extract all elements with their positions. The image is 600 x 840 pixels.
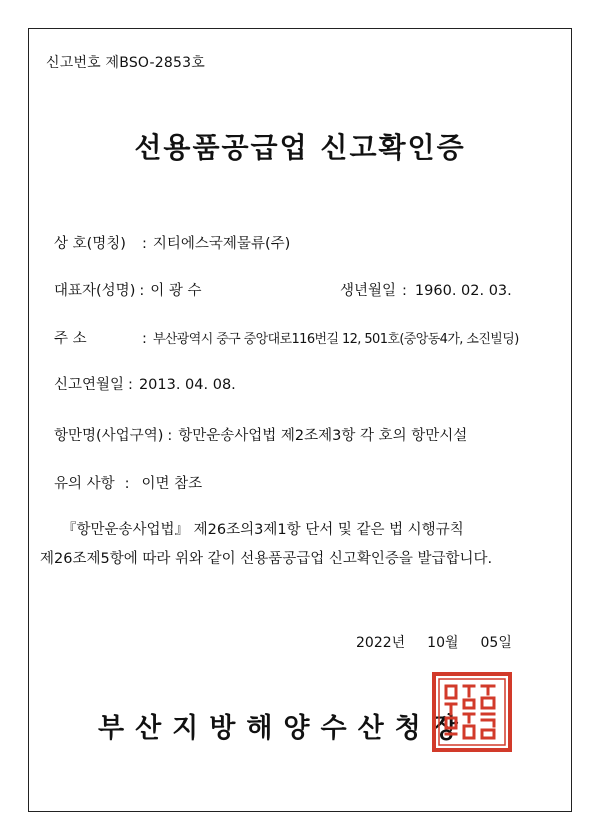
report-date-value: 2013. 04. 08. [138,377,236,393]
address-value: 부산광역시 중구 중앙대로116번길 12, 501호(중앙동4가, 소진빌딩) [152,332,519,347]
colon: : [142,331,147,347]
notes-label: 유의 사항 [54,476,115,492]
birth-date-field [340,279,512,300]
port-field [54,424,467,445]
representative-value: 이 광 수 [150,283,202,299]
port-value: 항만운송사업법 제2조제3항 각 호의 항만시설 [178,428,468,444]
issue-year: 2022년 [356,635,406,651]
birth-date-label: 생년월일 [340,283,397,299]
port-label: 항만명(사업구역) [54,428,164,444]
colon: : [402,283,407,299]
representative-label: 대표자(성명) [54,283,136,299]
document-title: 선용품공급업 신고확인증 [134,131,466,164]
notes-value: 이면 참조 [141,476,203,492]
representative-field [54,279,202,300]
colon: : [128,377,133,393]
report-date-label: 신고연월일 [54,377,125,393]
legal-line-1: 『항만운송사업법』 제26조의3제1항 단서 및 같은 법 시행규칙 [62,522,464,538]
notes-field [54,472,202,493]
issue-month: 10월 [427,635,459,651]
birth-date-value: 1960. 02. 03. [414,283,512,299]
address-label: 주 소 [54,331,87,347]
company-field [54,232,290,253]
colon: : [142,236,147,252]
colon: : [124,476,130,492]
company-value: 지티에스국제물류(주) [152,236,291,252]
issuer-name: 부산지방해양수산청장 [98,713,469,744]
issue-date [356,632,512,652]
colon: : [167,428,173,444]
company-label: 상 호(명칭) [54,236,126,252]
report-date-field [54,373,236,394]
legal-line-2: 제26조제5항에 따라 위와 같이 선용품공급업 신고확인증을 발급합니다. [40,551,493,567]
issue-day: 05일 [480,635,512,651]
registration-number: 신고번호 제BSO-2853호 [46,55,205,71]
legal-statement [40,516,566,574]
address-field [54,327,519,348]
official-seal-icon [432,672,512,752]
colon: : [139,283,145,299]
